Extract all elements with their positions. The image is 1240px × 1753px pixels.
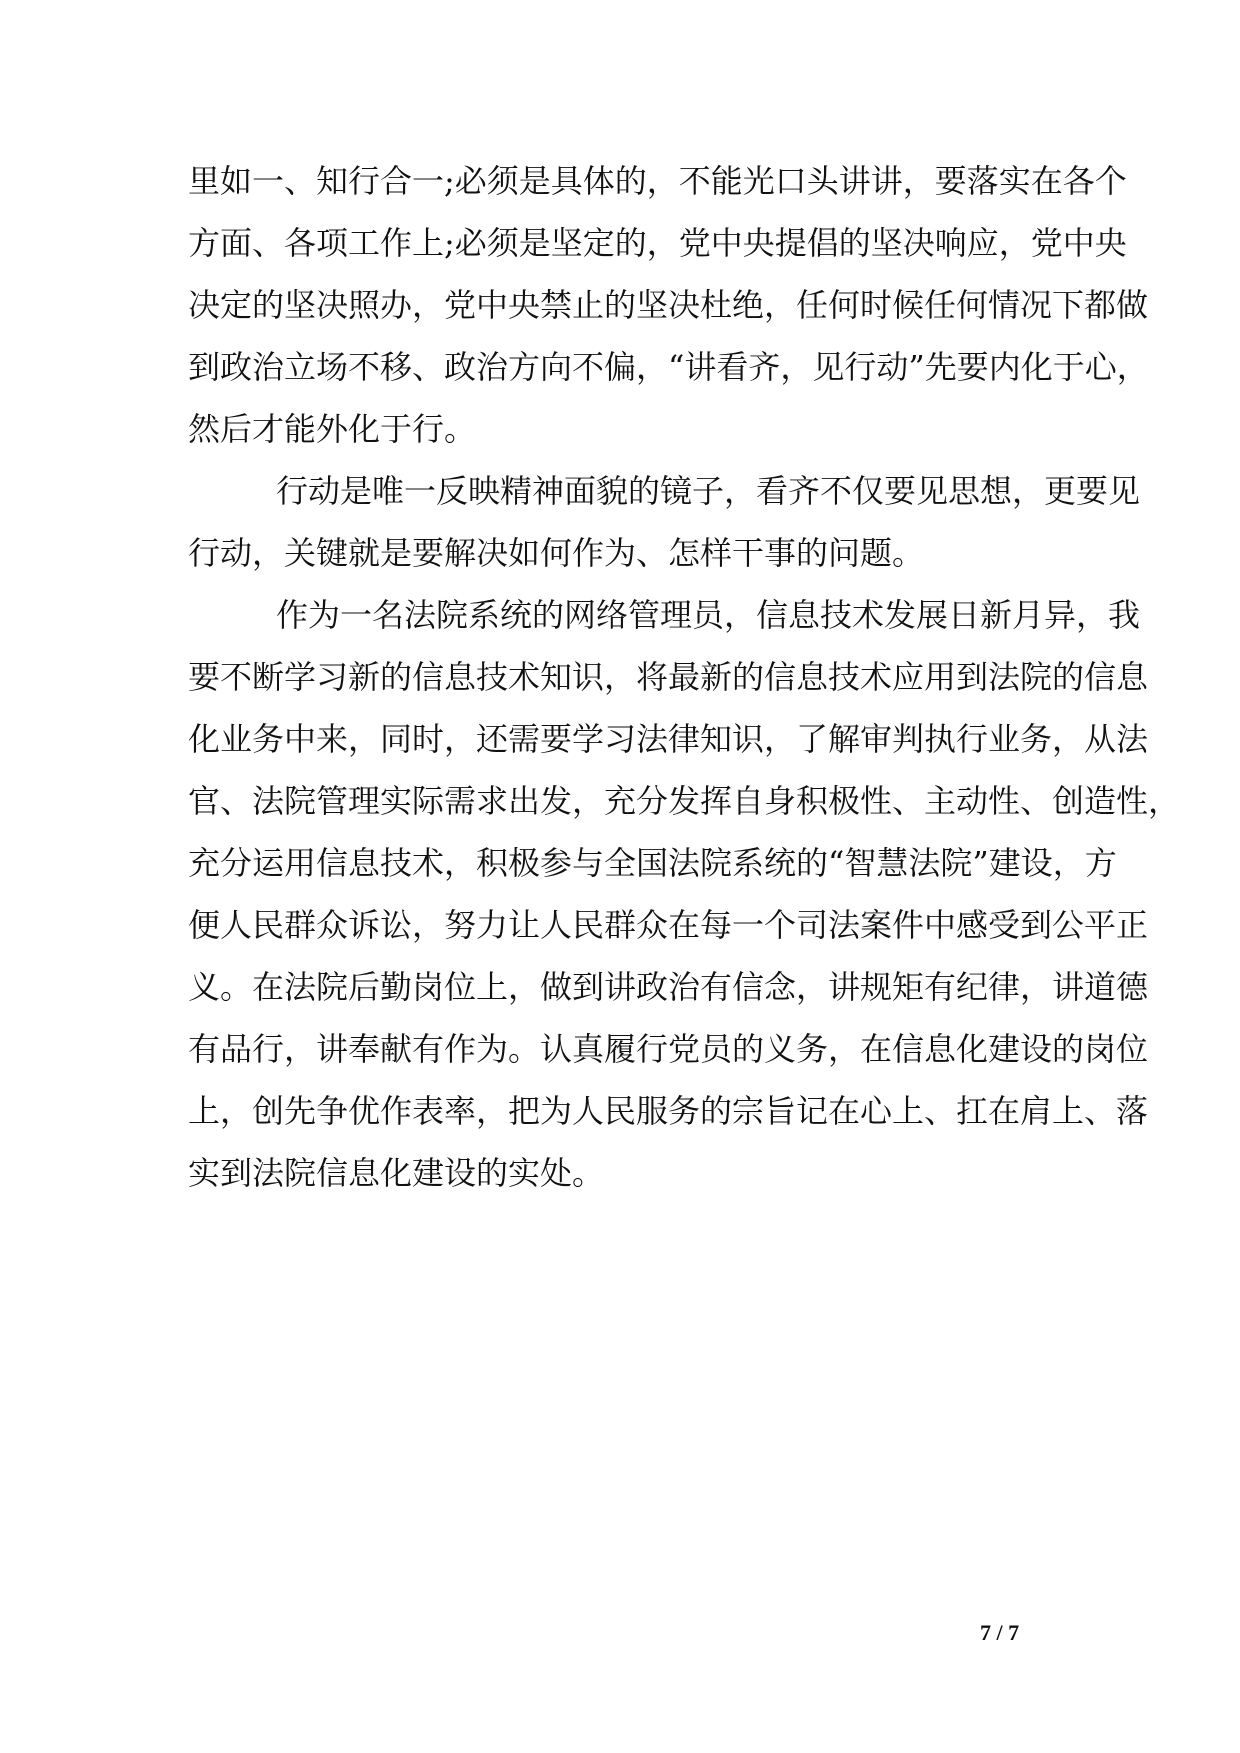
paragraph-line: 行动，关键就是要解决如何作为、怎样干事的问题。 <box>188 534 925 572</box>
paragraph-line: 要不断学习新的信息技术知识，将最新的信息技术应用到法院的信息 <box>188 658 1149 696</box>
page-number: 7 / 7 <box>980 1620 1020 1645</box>
document-body <box>188 150 1181 1204</box>
paragraph-line: 有品行，讲奉献有作为。认真履行党员的义务，在信息化建设的岗位 <box>188 1030 1149 1068</box>
paragraph-1 <box>188 150 1149 460</box>
paragraph-line: 实到法院信息化建设的实处。 <box>188 1154 605 1192</box>
paragraph-line: 行动是唯一反映精神面貌的镜子，看齐不仅要见思想，更要见 <box>276 472 1141 510</box>
paragraph-line: 方面、各项工作上;必须是坚定的，党中央提倡的坚决响应，党中央 <box>188 224 1127 262</box>
paragraph-line: 官、法院管理实际需求出发，充分发挥自身积极性、主动性、创造性， <box>188 782 1181 820</box>
paragraph-line: 便人民群众诉讼，努力让人民群众在每一个司法案件中感受到公平正 <box>188 906 1149 944</box>
paragraph-line: 然后才能外化于行。 <box>188 410 477 448</box>
paragraph-line: 义。在法院后勤岗位上，做到讲政治有信念，讲规矩有纪律，讲道德 <box>188 968 1149 1006</box>
paragraph-line: 充分运用信息技术，积极参与全国法院系统的“智慧法院”建设，方 <box>188 844 1117 882</box>
paragraph-line: 化业务中来，同时，还需要学习法律知识，了解审判执行业务，从法 <box>188 720 1149 758</box>
paragraph-line: 里如一、知行合一;必须是具体的，不能光口头讲讲，要落实在各个 <box>188 162 1127 200</box>
paragraph-2 <box>188 460 1141 584</box>
paragraph-line: 上，创先争优作表率，把为人民服务的宗旨记在心上、扛在肩上、落 <box>188 1092 1149 1130</box>
paragraph-line: 决定的坚决照办，党中央禁止的坚决杜绝，任何时候任何情况下都做 <box>188 286 1149 324</box>
paragraph-3 <box>188 584 1181 1204</box>
paragraph-line: 作为一名法院系统的网络管理员，信息技术发展日新月异，我 <box>276 596 1141 634</box>
paragraph-line: 到政治立场不移、政治方向不偏，“讲看齐，见行动”先要内化于心， <box>188 348 1149 386</box>
